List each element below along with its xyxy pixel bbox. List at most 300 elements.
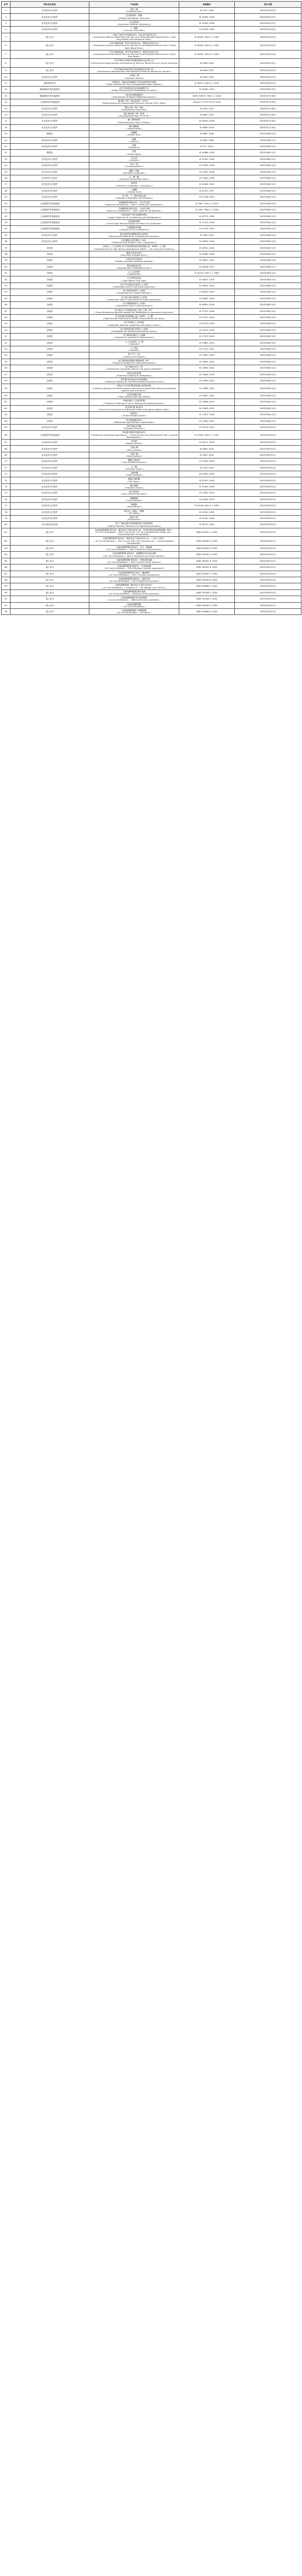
row-standard-no: IS 4087: 2008 [179, 137, 235, 143]
header-row [2, 2, 301, 8]
product-name-cn: 乙二醇 [131, 465, 137, 468]
product-name-cn: 聚对苯二甲酸乙二醇酯 [124, 510, 144, 512]
row-category: 化学品安全与防护 [11, 27, 89, 33]
table-row [2, 68, 301, 74]
row-standard-no: IS 17550 ( Part 1 ): 2021 [179, 431, 235, 440]
header-category: 统计技术类别 [11, 2, 89, 8]
table-row [2, 377, 301, 384]
row-product-name [89, 232, 179, 238]
row-product-name [89, 515, 179, 521]
table-row [2, 571, 301, 577]
product-name-cn: 用于海岸防护的土工织物 [123, 290, 145, 293]
row-product-name [89, 371, 179, 377]
row-product-name [89, 137, 179, 143]
row-standard-no: IS 7133: 2019 [179, 465, 235, 471]
table-row [2, 175, 301, 181]
row-release-date: 2025年08月12日 [235, 163, 301, 169]
product-name-en: ( Isobutene, Butadiene and Mixtures ) [115, 197, 153, 200]
table-row [2, 509, 301, 515]
row-number: 63 [2, 412, 11, 418]
product-name-en: ( Pouch for ammunition and grenade made of disruptive pattern fabric ) [98, 409, 170, 411]
product-name-cn: 篮子式土工袋 [128, 353, 140, 356]
row-number: 69 [2, 452, 11, 458]
product-name-en: ( Waterproof polyurethane coated fabric ) [113, 421, 155, 424]
product-name-en: ( Butyl Acetate ) [125, 455, 143, 458]
row-category: 纺织部 [11, 283, 89, 289]
row-release-date: 2025年09月01日 [235, 515, 301, 521]
row-category: 重工业司 [11, 528, 89, 537]
row-standard-no: IS 16192 ( Part 2 ): 2025 [179, 42, 235, 51]
header-release-date: 发布日期 [235, 2, 301, 8]
table-row [2, 425, 301, 431]
product-name-en: ( Household refrigerating appliances — Characteristics and Test Methods Part 1 General Requirements ) [90, 433, 178, 438]
row-number: 32 [2, 213, 11, 219]
product-name-cn: 用于护坡的土工织物袋 [124, 321, 144, 324]
row-category: 纺织部 [11, 308, 89, 314]
row-product-name [89, 308, 179, 314]
row-number: 24 [2, 163, 11, 169]
product-name-en: ( Succinic Anhydride ) [123, 29, 145, 32]
row-standard-no: IS 17372: 2020 [179, 314, 235, 320]
product-name-cn: 硬脂酸 [131, 132, 137, 134]
row-standard-no: Clause 3 3 of IS 5179: 2014 [179, 99, 235, 105]
row-standard-no: IS 12252: 2020 [179, 509, 235, 515]
row-number: 62 [2, 405, 11, 411]
row-product-name [89, 289, 179, 295]
table-row [2, 558, 301, 564]
table-row [2, 80, 301, 86]
row-product-name [89, 213, 179, 219]
row-standard-no: IS 1391 ( Part 2 ): 2018 [179, 207, 235, 213]
product-name-en: ( Protective Clothing for use in welding and allied processes ) [103, 402, 165, 405]
table-row [2, 42, 301, 51]
product-name-cn: 聚丙烯（PP）管材及管件（UPVC） [118, 100, 150, 103]
row-release-date: 2025年05月22日 [235, 8, 301, 14]
product-name-en: ( Poly Vinyl Chloride (PVC) ) [120, 254, 148, 257]
table-row [2, 258, 301, 264]
row-release-date: 2025年08月12日 [235, 188, 301, 194]
row-product-name [89, 405, 179, 411]
table-row [2, 371, 301, 377]
row-standard-no: IS 517: 2004 [179, 143, 235, 149]
product-name-en: ( Room Air Conditioners — Part 1 Unitary Air Conditioners ) [104, 203, 164, 206]
row-release-date: 2025年09月01日 [235, 583, 301, 589]
row-category: 钢铁部 [11, 150, 89, 156]
row-category: 重工业司 [11, 50, 89, 59]
row-number: 1 [2, 8, 11, 14]
row-standard-no: IS/IEC 60947-2: 2020 [179, 602, 235, 608]
row-number: 89 [2, 583, 11, 589]
row-number: 8 [2, 59, 11, 68]
row-number: 44 [2, 289, 11, 295]
table-row [2, 232, 301, 238]
product-name-cn: 聚丙烯复丝纱线 [127, 264, 142, 267]
row-number: 65 [2, 425, 11, 431]
row-standard-no: IS 4838: 2016 [179, 124, 235, 130]
table-row [2, 477, 301, 483]
product-name-cn: 空调器用控制器 [127, 226, 142, 229]
table-row [2, 490, 301, 496]
row-category: 工业和国内贸易促进部 [11, 431, 89, 440]
row-number: 51 [2, 334, 11, 340]
row-number: 81 [2, 528, 11, 537]
product-name-en: ( High Density Polyethylene (HDPE) Geomembrane for lining ) [103, 317, 165, 320]
table-row [2, 308, 301, 314]
row-category: 化学品安全与防护 [11, 471, 89, 477]
table-row [2, 340, 301, 346]
row-category: 重工业司 [11, 577, 89, 583]
row-category: 纺织部 [11, 270, 89, 276]
row-standard-no: IS 17400: 2020 [179, 471, 235, 477]
row-number: 70 [2, 458, 11, 465]
row-standard-no: IS/IEC 60947-3: 2020 [179, 545, 235, 551]
row-product-name [89, 346, 179, 352]
row-number: 26 [2, 175, 11, 181]
row-release-date: 2025年09月01日 [235, 490, 301, 496]
row-number: 40 [2, 264, 11, 270]
row-number: 43 [2, 283, 11, 289]
product-name-cn: 乙酸丙酯 [130, 472, 138, 475]
row-category: 化学品安全与防护 [11, 163, 89, 169]
row-category: 重工业司 [11, 583, 89, 589]
product-name-en: ( Methanol ) [128, 147, 140, 149]
row-product-name [89, 163, 179, 169]
row-category: 化学品安全与防护 [11, 440, 89, 446]
product-name-en: ( High visibility Warning Clothes ) [117, 396, 151, 399]
row-category: 纺织部 [11, 352, 89, 359]
row-category: 工业和国内贸易促进部 [11, 213, 89, 219]
row-standard-no: IS/IEC 60898-2: 2020 [179, 609, 235, 615]
product-name-en: ( Upholstered composite used for non-woven geotextile ) [105, 368, 163, 371]
product-name-en: ( Geotextiles used in road pavement ) [115, 305, 153, 307]
row-product-name [89, 302, 179, 308]
row-standard-no: IS 1391 ( Part 1 ): 2017 [179, 200, 235, 206]
row-product-name [89, 564, 179, 571]
product-name-cn: 防弹背心 [130, 412, 138, 415]
product-name-en: ( Geonets ) [128, 342, 140, 345]
product-name-en: ( Geotextiles used in Subsurface Drainage Application ) [106, 298, 162, 301]
row-product-name [89, 446, 179, 452]
product-name-en: ( Geocells ) [128, 349, 140, 352]
product-name-en: ( Stearic Acid ) [127, 134, 142, 137]
row-category: 新能源和可再生能源部 [11, 87, 89, 93]
row-release-date: 2025年08月12日 [235, 321, 301, 327]
row-category: 纺织部 [11, 418, 89, 424]
table-row [2, 213, 301, 219]
row-category: 化学品安全与防护 [11, 194, 89, 200]
row-release-date: 2025年08月12日 [235, 150, 301, 156]
product-name-cn: 汽车车辆两轮和三轮车车轮第3部分：钢丝车轮试验方法 [109, 51, 159, 53]
row-standard-no: IS 16221 ( Part 2 ): 2015 [179, 80, 235, 86]
product-name-en: ( Needle punched nonwoven package ) [114, 260, 154, 263]
table-row [2, 156, 301, 162]
row-release-date: 2025年05月22日 [235, 42, 301, 51]
product-name-cn: 聚苯乙烯 [130, 516, 138, 518]
row-number: 11 [2, 80, 11, 86]
table-row [2, 239, 301, 245]
row-category: 化学品安全与防护 [11, 232, 89, 238]
row-release-date: 2025年08月12日 [235, 359, 301, 365]
row-number: 17 [2, 118, 11, 124]
row-standard-no: IS 9438: 2025 [179, 59, 235, 68]
row-number: 83 [2, 545, 11, 551]
table-row [2, 589, 301, 596]
table-row [2, 112, 301, 118]
product-name-cn: 邻甲苯胺 技术级 [127, 425, 142, 428]
product-name-en: ( Geotextile tubes for protection and erosion control ) [107, 324, 161, 326]
row-category: 纺织部 [11, 314, 89, 320]
table-row [2, 270, 301, 276]
row-number: 38 [2, 251, 11, 257]
product-name-cn: 焊接及相关工艺用防护服 [123, 400, 145, 402]
row-release-date: 2025年09月01日 [235, 458, 301, 465]
product-name-en: ( Automotive Vehicles Wheel Rims for Two and Three Wheeled Vehicles Part 2 Sheet Steel Wheel Rims ) [92, 44, 176, 49]
product-name-en: ( Polyethylene Pipe (PEX) ) [120, 108, 148, 111]
row-number: 41 [2, 270, 11, 276]
table-row [2, 596, 301, 602]
row-number: 61 [2, 399, 11, 405]
row-product-name [89, 321, 179, 327]
row-release-date: 2025年08月12日 [235, 169, 301, 175]
row-product-name [89, 207, 179, 213]
row-number: 87 [2, 571, 11, 577]
row-number: 21 [2, 143, 11, 149]
standards-table [1, 1, 301, 615]
row-category: 纺织部 [11, 340, 89, 346]
row-standard-no: IS 10911: 2016 [179, 440, 235, 446]
row-number: 12 [2, 87, 11, 93]
row-release-date: 2025年09月01日 [235, 522, 301, 528]
table-row [2, 169, 301, 175]
row-standard-no: IS 16392: 2015 [179, 283, 235, 289]
table-row [2, 8, 301, 14]
row-standard-no: IS 7077: 2025 [179, 8, 235, 14]
row-release-date: 2025年09月01日 [235, 446, 301, 452]
row-standard-no: IS 10142: 2020 [179, 515, 235, 521]
row-release-date: 2025年08月12日 [235, 175, 301, 181]
product-name-en: ( Carbon Black ) [126, 153, 142, 155]
product-name-cn: 土工合成材料 土工网 [124, 340, 144, 343]
row-category: 化学品安全与防护 [11, 143, 89, 149]
row-release-date: 2025年05月22日 [235, 80, 301, 86]
row-number: 22 [2, 150, 11, 156]
row-product-name [89, 112, 179, 118]
row-release-date: 2025年08月12日 [235, 314, 301, 320]
row-category: 纺织部 [11, 321, 89, 327]
row-number: 2 [2, 14, 11, 20]
product-name-cn: 交流电路断路器 带过电流保护 [120, 597, 148, 599]
row-number: 28 [2, 188, 11, 194]
table-row [2, 59, 301, 68]
row-category: 化学品安全与防护 [11, 465, 89, 471]
row-release-date: 2025年08月12日 [235, 289, 301, 295]
row-product-name [89, 239, 179, 245]
row-category: 电子和信息技术部 [11, 522, 89, 528]
row-standard-no: IS 17401: 2020 [179, 490, 235, 496]
row-release-date: 2025年09月01日 [235, 471, 301, 477]
row-product-name [89, 352, 179, 359]
table-row [2, 27, 301, 33]
product-name-en: ( Geogrids for pavement reinforcement ) [113, 336, 155, 339]
row-release-date: 2025年07月18日 [235, 105, 301, 112]
table-row [2, 50, 301, 59]
row-number: 88 [2, 577, 11, 583]
row-standard-no: IS 17124: 2019 [179, 226, 235, 232]
table-row [2, 602, 301, 608]
row-release-date: 2025年09月01日 [235, 545, 301, 551]
product-name-cn: 防水聚氨酯涂层布 [126, 419, 142, 421]
row-product-name [89, 359, 179, 365]
row-number: 47 [2, 308, 11, 314]
row-standard-no: IS 8000: 2016 [179, 112, 235, 118]
row-number: 85 [2, 558, 11, 564]
row-category: 纺织部 [11, 289, 89, 295]
row-number: 5 [2, 33, 11, 42]
product-name-en: ( Automotive Vehicles Wheel Rims for Two- and Three-Wheeled Vehicles Part 1 Light Alloy Wheel Rims Method of Tests ) [92, 36, 176, 41]
product-name-en: ( Power Inverters for use in photovoltaic power systems ) [105, 83, 163, 86]
row-release-date: 2025年08月12日 [235, 200, 301, 206]
row-number: 73 [2, 477, 11, 483]
row-standard-no: IS 17375: 2020 [179, 334, 235, 340]
row-category: 工业和国内贸易促进部 [11, 219, 89, 225]
row-standard-no: IS 16352: 2020 [179, 245, 235, 251]
product-name-cn: 炭黑 [132, 150, 137, 153]
row-product-name [89, 105, 179, 112]
standards-table-sheet [1, 1, 301, 615]
row-product-name [89, 471, 179, 477]
row-release-date: 2025年09月01日 [235, 571, 301, 577]
product-name-en: ( Bullet resistant jacket ) [122, 415, 147, 417]
row-product-name [89, 452, 179, 458]
product-name-en: ( Vinyl Acetate Monomer ) [121, 461, 147, 464]
row-standard-no: IS/IEC 60947-5: 2020 [179, 558, 235, 564]
row-release-date: 2025年08月12日 [235, 384, 301, 393]
row-standard-no: IS 17052: 2018 [179, 169, 235, 175]
row-release-date: 2025年09月01日 [235, 440, 301, 446]
product-name-cn: 交流电路断路器 剩余电流 [123, 590, 145, 593]
product-name-cn: 开口织物包装袋 [127, 277, 142, 280]
row-number: 66 [2, 431, 11, 440]
row-product-name [89, 194, 179, 200]
row-standard-no: IS 17373: 2020 [179, 321, 235, 327]
row-release-date: 2025年09月01日 [235, 477, 301, 483]
row-category: 化学品安全与防护 [11, 446, 89, 452]
table-row [2, 431, 301, 440]
product-name-cn: 氯乙烯单体 [129, 491, 139, 493]
row-product-name [89, 602, 179, 608]
table-row [2, 226, 301, 232]
row-release-date: 2025年08月12日 [235, 207, 301, 213]
table-row [2, 405, 301, 411]
row-product-name [89, 156, 179, 162]
table-row [2, 609, 301, 615]
row-number: 79 [2, 515, 11, 521]
table-row [2, 552, 301, 558]
product-name-en: ( Requirement of Rodent Reflection Devices ) [112, 95, 157, 98]
row-release-date: 2025年08月12日 [235, 283, 301, 289]
row-standard-no: IS 14783: 2000 [179, 20, 235, 26]
row-number: 53 [2, 346, 11, 352]
product-name-en: ( Protective clothing for industrial workers exposed to heat ) [104, 381, 164, 384]
row-standard-no: IS 17891: 2022 [179, 352, 235, 359]
product-name-en: ( Geotextiles used in soft grade expansion ) [112, 286, 156, 289]
product-name-cn: 聚乙烯丙烯（PP）管材 [124, 112, 144, 115]
row-number: 29 [2, 194, 11, 200]
table-row [2, 365, 301, 371]
row-number: 48 [2, 314, 11, 320]
table-row [2, 458, 301, 465]
row-category: 化学品安全与防护 [11, 483, 89, 490]
row-number: 3 [2, 20, 11, 26]
table-row [2, 537, 301, 546]
table-row [2, 314, 301, 320]
row-release-date: 2025年05月22日 [235, 27, 301, 33]
table-row [2, 143, 301, 149]
table-row [2, 471, 301, 477]
product-name-cn: 用于防渗的高密度聚乙烯（HDPE）土工膜 [115, 315, 153, 317]
row-release-date: 2025年07月18日 [235, 118, 301, 124]
product-name-en: ( Aluminium chloride, Anhydrous ) [117, 23, 152, 26]
row-product-name [89, 8, 179, 14]
table-row [2, 74, 301, 80]
row-category: 新能源和可再生能源部 [11, 93, 89, 99]
row-release-date: 2025年08月12日 [235, 264, 301, 270]
row-category: 纺织部 [11, 327, 89, 333]
product-name-cn: 聚氯乙烯 第1部分 [126, 251, 142, 254]
product-name-en: ( Toluidine Technical ) [123, 427, 145, 430]
table-row [2, 182, 301, 188]
row-number: 36 [2, 239, 11, 245]
row-number: 15 [2, 105, 11, 112]
row-standard-no: IS 17899: 2022 [179, 405, 235, 411]
product-name-cn: 用于预制竖向排水带的土工织物 [120, 327, 148, 330]
product-name-cn: 纺织品 用于防护服的阻燃针织面料规范 [117, 385, 152, 387]
table-row [2, 399, 301, 405]
row-standard-no: IS 10116 ( Part 1 ): 2020 [179, 503, 235, 509]
product-name-en: ( Glycolic Acid ) [126, 190, 142, 193]
row-standard-no: IS 17896: 2022 [179, 384, 235, 393]
row-release-date: 2025年09月01日 [235, 503, 301, 509]
product-name-cn: 交流电路断路器 第7部分：辅助器件 [118, 571, 150, 574]
product-name-en: ( Trimellitic Acid ) [125, 11, 143, 13]
row-product-name [89, 412, 179, 418]
header-product-name: 产品名称 [89, 2, 179, 8]
row-release-date: 2025年05月22日 [235, 20, 301, 26]
row-product-name [89, 169, 179, 175]
row-category: 纺织部 [11, 295, 89, 301]
row-standard-no: IS 17035: 2018 [179, 163, 235, 169]
product-name-en: ( Protective clothing for firefighters ) [115, 374, 153, 377]
row-product-name [89, 596, 179, 602]
row-release-date: 2025年08月12日 [235, 295, 301, 301]
table-row [2, 412, 301, 418]
product-name-en: ( Finned Type Heat Exchanger for Room Air Conditioner ) [105, 223, 163, 225]
row-category: 纺织部 [11, 245, 89, 251]
row-standard-no: IS/IEC 60947-8: 2020 [179, 577, 235, 583]
product-name-cn: 空调器和热泵第2部分：分体式空调 [118, 208, 150, 210]
row-category: 化学品安全与防护 [11, 182, 89, 188]
table-row [2, 334, 301, 340]
product-name-en: ( Requirements for Unplasticized Polyvinyl Chloride (PVC) Pipes ) [102, 102, 167, 105]
row-release-date: 2025年08月12日 [235, 258, 301, 264]
row-product-name [89, 465, 179, 471]
table-row [2, 295, 301, 301]
row-number: 82 [2, 537, 11, 546]
row-standard-no: IS 9436: 2025 [179, 68, 235, 74]
table-row [2, 87, 301, 93]
row-category: 化学品安全与防护 [11, 156, 89, 162]
row-number: 9 [2, 68, 11, 74]
